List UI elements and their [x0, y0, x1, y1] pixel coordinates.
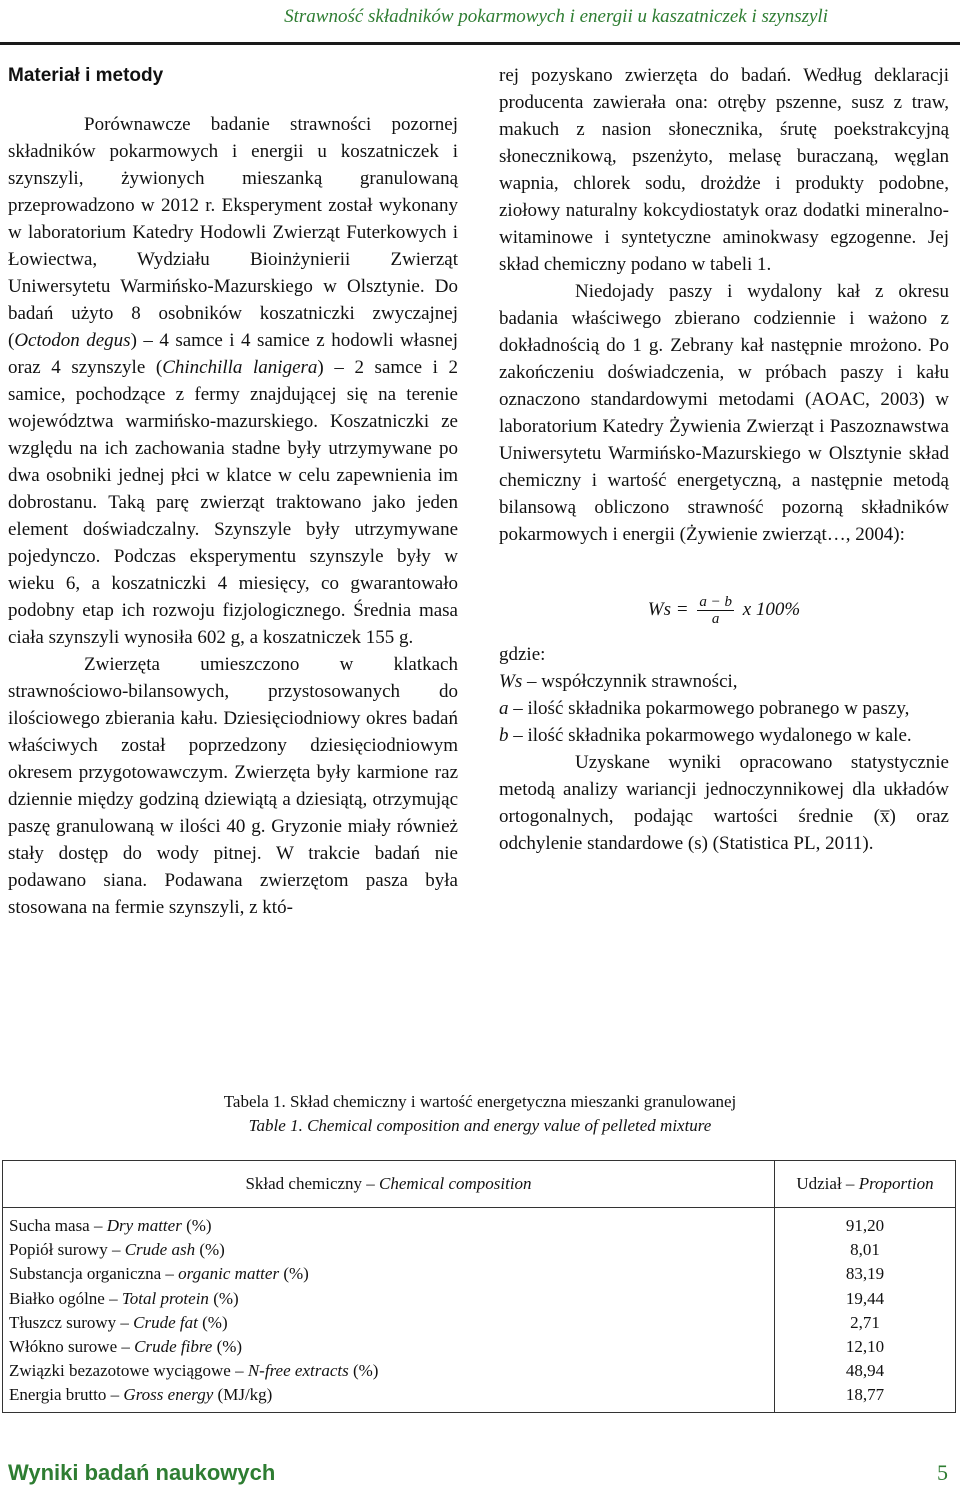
- label-unit: (%): [197, 1312, 228, 1332]
- label-en: N-free extracts: [247, 1361, 349, 1381]
- definition-text: – ilość składnika pokarmowego pobranego w paszy,: [508, 698, 910, 719]
- table-row: [3, 1287, 956, 1311]
- row-label: [3, 1359, 775, 1383]
- label-en: Dry matter: [106, 1216, 182, 1236]
- row-value: 8,01: [775, 1238, 956, 1262]
- table-caption-pl: Tabela 1. Skład chemiczny i wartość energetyczna mieszanki granulowanej: [223, 1092, 737, 1111]
- text-span: ) – 2 samce i 2 samice, pochodzące z fermy znajdującej się na terenie województwa warmińsko-mazurskiego. Koszatniczki ze względu na ich zachowania stadne były utrzymywane po dwa osobniki jednej płci w klatce w celu zapewnienia im dobrostanu. Taką parę zwierząt traktowano jako jeden element doświadczalny. Szynszyle były utrzymywane pojedynczo. Podczas eksperymentu szynszyle były w wieku 6, a koszatniczki 4 miesięcy, co gwarantowało podobny etap ich rozwoju fizjologicznego. Średnia masa ciała szynszyli wynosiła 602 g, a koszatniczek 155 g.: [8, 357, 459, 648]
- right-column: [499, 62, 949, 857]
- definition-a: [499, 695, 949, 722]
- section-heading: Materiał i metody: [8, 65, 164, 86]
- formula-definitions: [499, 641, 949, 749]
- species-name: Chinchilla lanigera: [162, 357, 318, 378]
- label-unit: (%): [195, 1240, 225, 1260]
- species-name: Octodon degus: [14, 330, 131, 351]
- paragraph-feed: rej pozyskano zwierzęta do badań. Według deklaracji producenta zawierała ona: otręby pszenne, susz z traw, makuch z nasion słonecznika, śrutę poekstrakcyjną słonecznikową, pszenżyto, melasę buraczaną, węglan wapnia, chlorek sodu, drożdże i produkty podobne, ziołowy naturalny kokcydiostatyk oraz dodatki mineralno-witaminowe i syntetyczne aminokwasy egzogenne. Jej skład chemiczny podano w tabeli 1.: [499, 65, 949, 275]
- formula-fraction: [697, 594, 734, 627]
- label-unit: (%): [208, 1288, 239, 1308]
- journal-section-footer: Wyniki badań naukowych: [8, 1460, 276, 1485]
- table-row: [3, 1262, 956, 1286]
- composition-table: [2, 1160, 956, 1413]
- label-en: organic matter: [178, 1264, 280, 1284]
- table-row: [3, 1359, 956, 1383]
- label-pl: Popiół surowy –: [9, 1240, 125, 1260]
- paragraph-analysis: Niedojady paszy i wydalony kał z okresu badania właściwego zbierano codziennie i ważono z dokładnością do 1 g. Zebrany kał następnie mrożono. Po zakończeniu doświadczenia, w próbach paszy i kału oznaczono standardowymi metodami (AOAC, 2003) w laboratorium Katedry Żywienia Zwierząt i Paszoznawstwa Uniwersytetu Warmińsko-Mazurskiego w Olsztynie skład chemiczny i wartość energetyczną, a następnie metodą bilansową obliczono strawność pozorną składników pokarmowych i energii (Żywienie zwierząt…, 2004):: [499, 281, 949, 545]
- digestibility-formula: [499, 594, 949, 627]
- page-number: 5: [937, 1460, 948, 1485]
- header-text-en: Chemical composition: [379, 1174, 532, 1193]
- formula-rhs: x 100%: [742, 598, 801, 620]
- label-en: Crude fibre: [134, 1337, 213, 1357]
- header-text: Udział –: [796, 1174, 859, 1193]
- label-en: Total protein: [121, 1288, 209, 1308]
- formula-lhs: Ws =: [647, 598, 689, 620]
- row-value: 12,10: [775, 1335, 956, 1359]
- row-value: 83,19: [775, 1262, 956, 1286]
- definition-ws: [499, 668, 949, 695]
- formula-numerator: a − b: [699, 594, 732, 610]
- left-column: [8, 62, 458, 921]
- label-unit: (%): [181, 1216, 212, 1236]
- label-unit: (%): [279, 1264, 309, 1284]
- row-label: [3, 1311, 775, 1335]
- row-value: 19,44: [775, 1287, 956, 1311]
- table-row: [3, 1238, 956, 1262]
- label-pl: Energia brutto –: [9, 1385, 124, 1405]
- row-label: [3, 1335, 775, 1359]
- definition-text: – ilość składnika pokarmowego wydalonego w kale.: [508, 725, 912, 746]
- header-composition: [3, 1161, 775, 1208]
- row-label: [3, 1208, 775, 1239]
- label-pl: Włókno surowe –: [9, 1337, 135, 1357]
- label-pl: Sucha masa –: [9, 1216, 107, 1236]
- row-value: 91,20: [775, 1208, 956, 1239]
- symbol: Ws: [499, 671, 523, 692]
- table-header-row: [3, 1161, 956, 1208]
- header-text-en: Proportion: [858, 1174, 934, 1193]
- row-label: [3, 1287, 775, 1311]
- label-en: Crude fat: [133, 1312, 198, 1332]
- label-en: Crude ash: [124, 1240, 196, 1260]
- row-label: [3, 1238, 775, 1262]
- label-unit: (%): [212, 1337, 243, 1357]
- formula-denominator: a: [711, 611, 720, 627]
- header-rule: [0, 42, 960, 45]
- row-value: 18,77: [775, 1383, 956, 1412]
- row-value: 48,94: [775, 1359, 956, 1383]
- table-row: [3, 1311, 956, 1335]
- paragraph-methods-2: Zwierzęta umieszczono w klatkach strawnościowo-bilansowych, przystosowanych do ilościowego zbierania kału. Dziesięciodniowy okres badań właściwych został poprzedzony dziesięciodniowym okresem przygotowawczym. Zwierzęta były karmione raz dziennie między godziną dziewiątą a dziesiątą, otrzymując paszę granulowaną w ilości 40 g. Gryzonie miały również stały dostęp do wody pitnej. W trakcie badań nie podawano siana. Podawana zwierzętom pasza była stosowana na fermie szynszyli, z któ-: [8, 654, 458, 918]
- table-caption-en: Table 1. Chemical composition and energy value of pelleted mixture: [248, 1116, 712, 1135]
- definitions-intro: gdzie:: [499, 644, 546, 665]
- label-pl: Białko ogólne –: [9, 1288, 122, 1308]
- definition-text: – współczynnik strawności,: [522, 671, 738, 692]
- header-text: Skład chemiczny –: [245, 1174, 380, 1193]
- header-proportion: [775, 1161, 956, 1208]
- label-pl: Substancja organiczna –: [9, 1264, 179, 1284]
- table-row: [3, 1208, 956, 1239]
- label-en: Gross energy: [123, 1385, 214, 1405]
- symbol: a: [499, 698, 509, 719]
- label-pl: Tłuszcz surowy –: [9, 1312, 134, 1332]
- table-row: [3, 1383, 956, 1412]
- definition-b: [499, 722, 949, 749]
- row-label: [3, 1262, 775, 1286]
- table-row: [3, 1335, 956, 1359]
- text-span: ) – 4 samce i 4 samice z hodowli własnej oraz 4 szynszyle (: [8, 330, 458, 378]
- row-label: [3, 1383, 775, 1412]
- paragraph-statistics: Uzyskane wyniki opracowano statystycznie metodą analizy wariancji jednoczynnikowej dla układów ortogonalnych, podając wartości średnie (x̅) oraz odchylenie standardowe (s) (Statistica PL, 2011).: [499, 752, 949, 854]
- running-header: Strawność składników pokarmowych i energii u kaszatniczek i szynszyli: [284, 6, 828, 27]
- label-unit: (%): [348, 1361, 379, 1381]
- row-value: 2,71: [775, 1311, 956, 1335]
- label-unit: (MJ/kg): [213, 1385, 273, 1405]
- label-pl: Związki bezazotowe wyciągowe –: [9, 1361, 248, 1381]
- paragraph-methods-1: [8, 111, 458, 651]
- text-span: Porównawcze badanie strawności pozornej składników pokarmowych i energii u koszatniczek i szynszyli, żywionych mieszanką granulowaną przeprowadzono w 2012 r. Eksperyment został wykonany w laboratorium Katedry Hodowli Zwierząt Futerkowych i Łowiectwa, Wydziału Bioinżynierii Zwierząt Uniwersytetu Warmińsko-Mazurskiego w Olsztynie. Do badań użyto 8 osobników koszatniczki zwyczajnej (: [8, 114, 458, 351]
- symbol: b: [499, 725, 509, 746]
